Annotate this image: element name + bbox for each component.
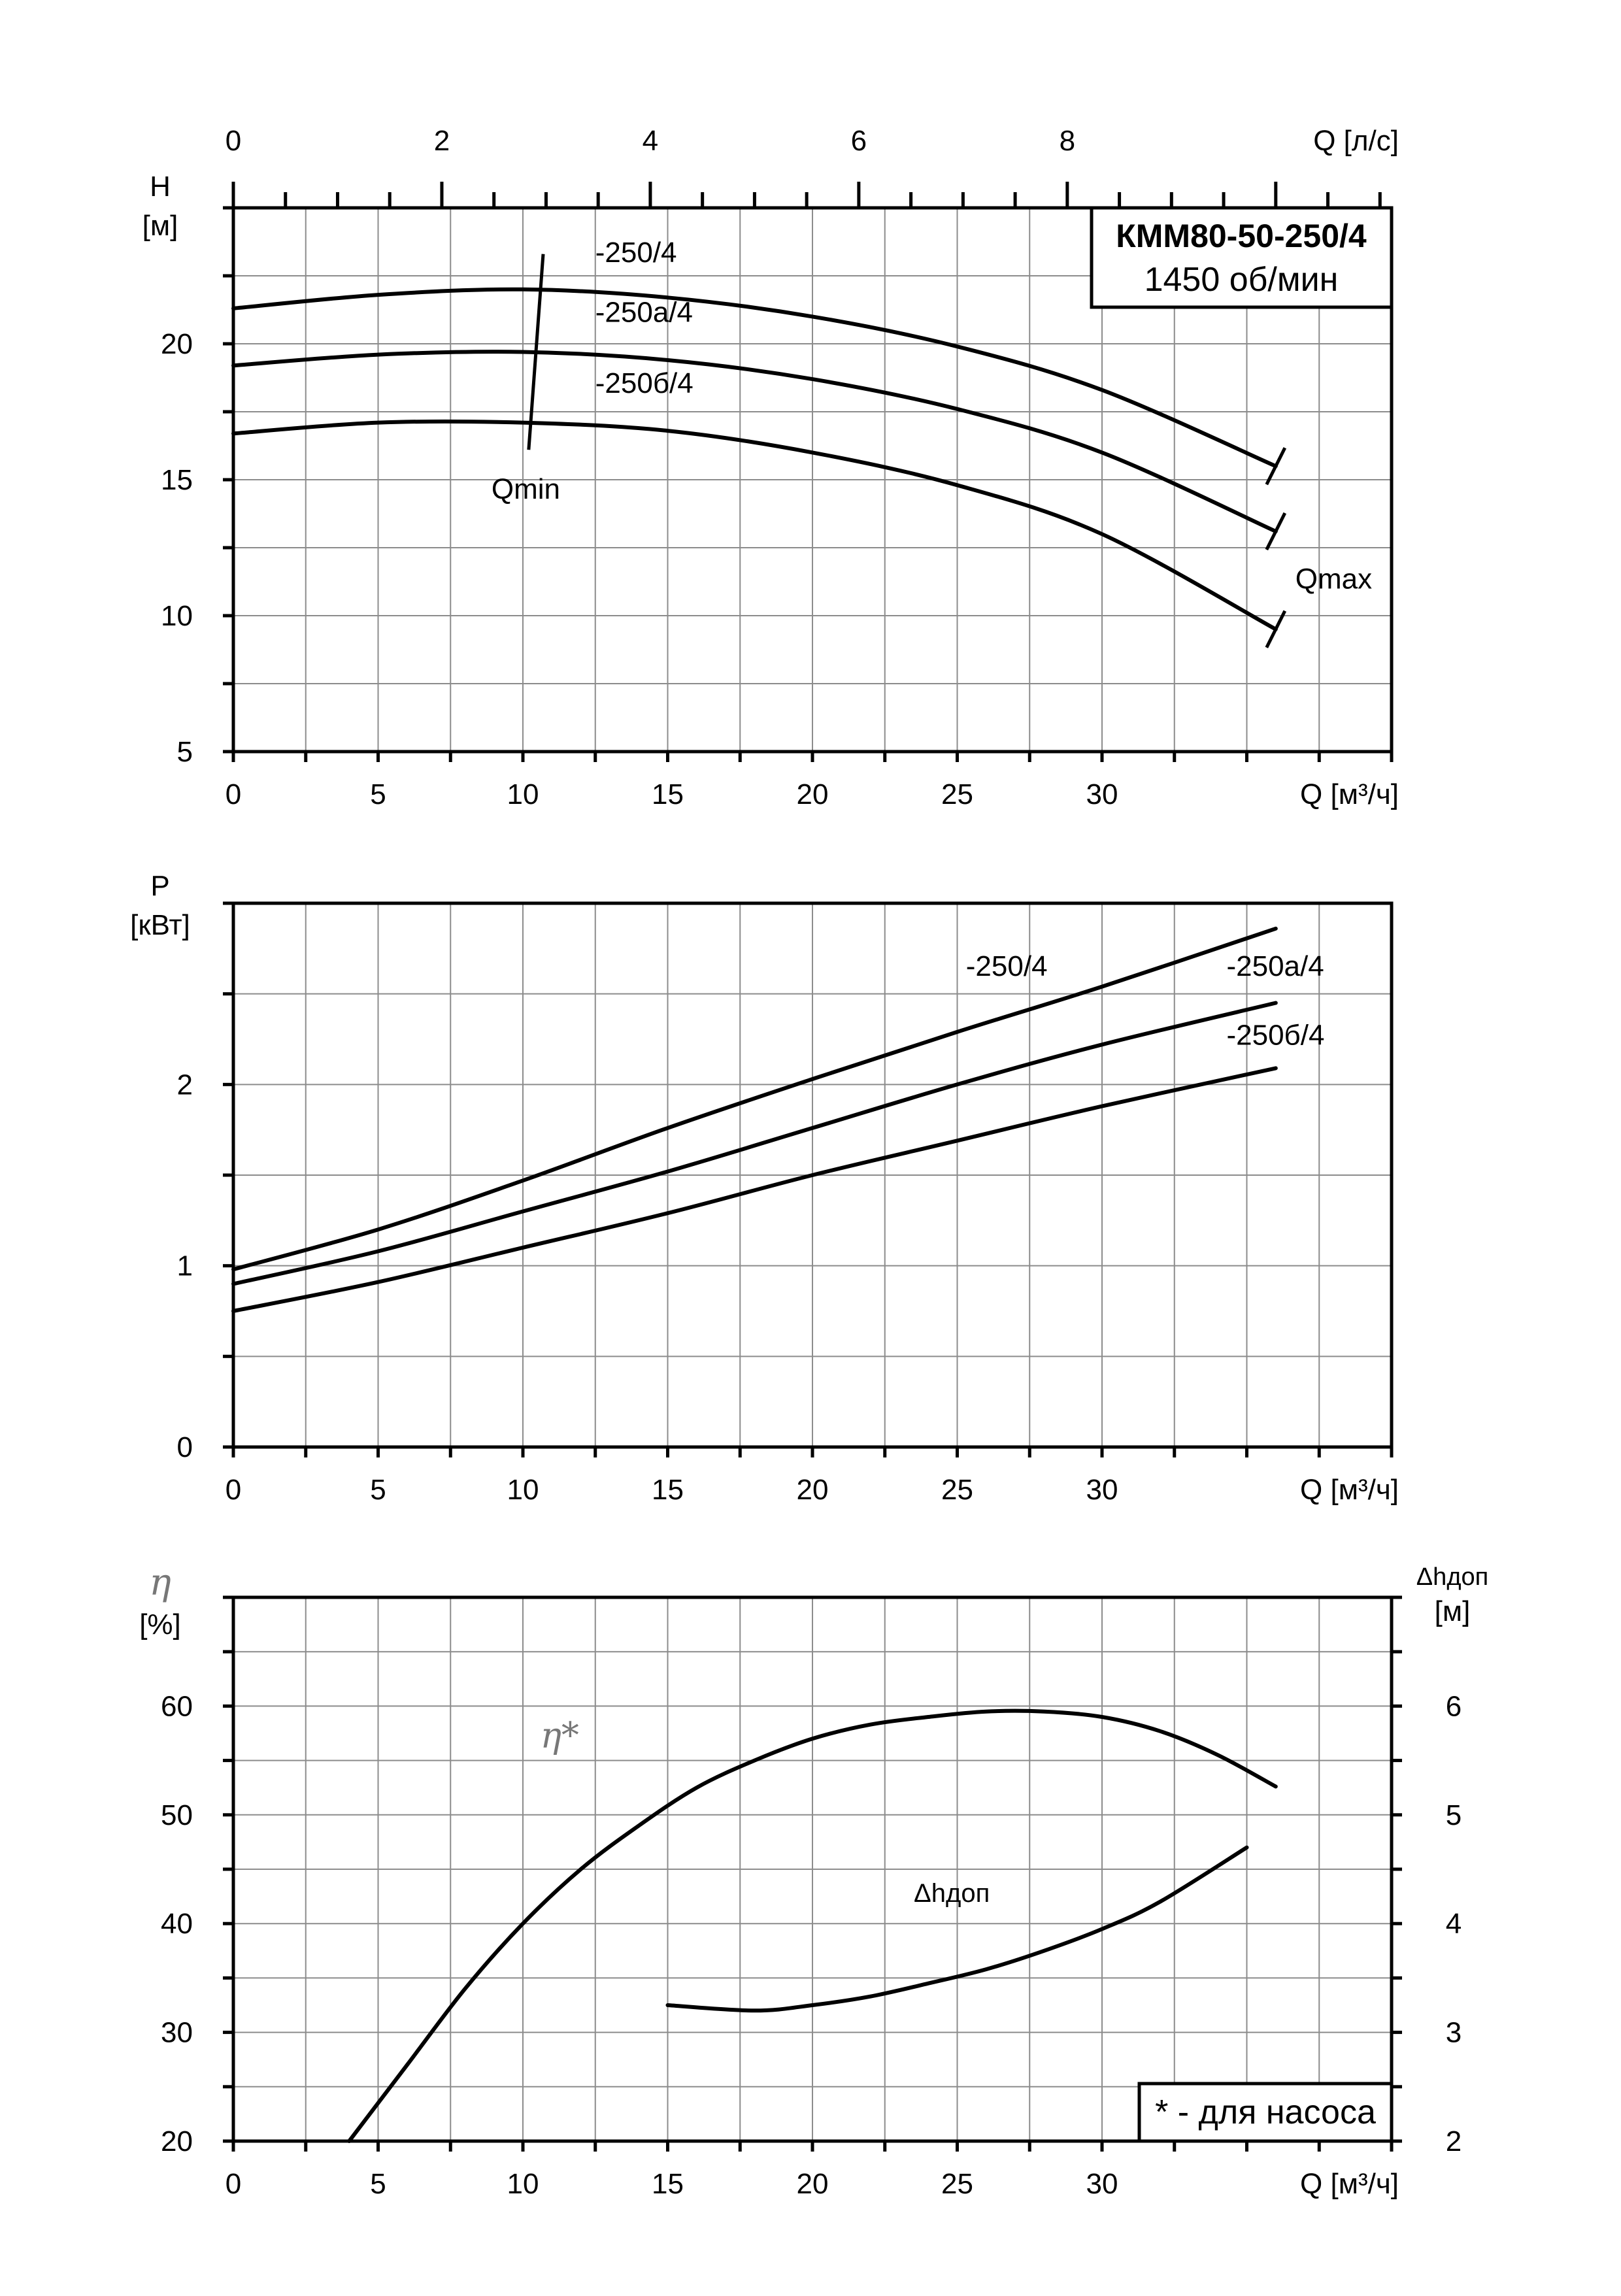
series-line-1-0	[233, 929, 1276, 1269]
x-tick-label: 30	[1086, 1474, 1118, 1506]
qmax-marker	[1267, 611, 1285, 648]
series-line-0-0	[233, 290, 1276, 466]
y-right-tick-label: 2	[1445, 2125, 1462, 2157]
series-label: -250а/4	[595, 296, 693, 329]
x-tick-label: 30	[1086, 778, 1118, 810]
y-right-tick-label: 3	[1445, 2016, 1462, 2049]
series-label: -250а/4	[1226, 950, 1324, 982]
qmin-label: Qmin	[491, 473, 560, 506]
x-tick-label: 10	[507, 2168, 539, 2200]
y-tick-label: 20	[161, 2125, 193, 2157]
top-x-tick-label: 0	[225, 125, 242, 157]
top-x-tick-label: 6	[850, 125, 867, 157]
y-tick-label: 15	[161, 464, 193, 496]
x-tick-label: 10	[507, 778, 539, 810]
series-group-1	[233, 929, 1276, 1311]
x-tick-label: 20	[796, 778, 829, 810]
series-line-0-2	[233, 422, 1276, 629]
x-tick-label: 30	[1086, 2168, 1118, 2200]
series-label: -250б/4	[1226, 1019, 1325, 1052]
x-tick-label: 15	[652, 2168, 684, 2200]
y-axis-label: P	[150, 870, 170, 902]
y-tick-label: 30	[161, 2016, 193, 2049]
top-x-tick-label: 2	[433, 125, 450, 157]
series-line-1-1	[233, 1003, 1276, 1284]
y-tick-label: 60	[161, 1690, 193, 1723]
series-label: -250б/4	[595, 367, 694, 399]
grid-2	[233, 1597, 1392, 2141]
x-axis-label: Q [м³/ч]	[1300, 1474, 1399, 1506]
series-label: η*	[540, 1714, 579, 1756]
x-tick-label: 10	[507, 1474, 539, 1506]
y-axis-unit: [м]	[142, 210, 178, 242]
x-axis-label: Q [м³/ч]	[1300, 2168, 1399, 2200]
qmax-marker	[1267, 448, 1285, 484]
series-line-1-2	[233, 1068, 1276, 1311]
qmax-marker	[1267, 513, 1285, 550]
series-label: Δhдоп	[914, 1878, 990, 1908]
x-tick-label: 0	[225, 2168, 242, 2200]
y-right-tick-label: 4	[1445, 1908, 1462, 1940]
x-tick-label: 5	[370, 778, 386, 810]
y-tick-label: 5	[176, 736, 193, 768]
series-label: -250/4	[595, 237, 677, 269]
y-tick-label: 20	[161, 328, 193, 360]
y-tick-label: 2	[176, 1069, 193, 1101]
x-tick-label: 0	[225, 778, 242, 810]
series-label: -250/4	[965, 950, 1048, 982]
x-tick-label: 20	[796, 1474, 829, 1506]
x-tick-label: 25	[941, 778, 973, 810]
x-tick-label: 5	[370, 2168, 386, 2200]
x-tick-label: 0	[225, 1474, 242, 1506]
y-right-tick-label: 5	[1445, 1799, 1462, 1831]
top-x-tick-label: 4	[642, 125, 659, 157]
note-text: * - для насоса	[1155, 2093, 1376, 2131]
y-axis-unit: [кВт]	[130, 909, 190, 941]
x-tick-label: 20	[796, 2168, 829, 2200]
x-tick-label: 25	[941, 2168, 973, 2200]
x-tick-label: 15	[652, 778, 684, 810]
top-x-tick-label: 8	[1059, 125, 1076, 157]
y-right-axis-unit: [м]	[1434, 1595, 1471, 1627]
y-axis-unit: [%]	[139, 1608, 181, 1640]
y-tick-label: 40	[161, 1908, 193, 1940]
y-right-tick-label: 6	[1445, 1690, 1462, 1723]
top-x-axis-label: Q [л/с]	[1313, 125, 1399, 157]
y-tick-label: 1	[176, 1250, 193, 1282]
model-name: КММ80-50-250/4	[1116, 218, 1367, 254]
y-tick-label: 10	[161, 600, 193, 632]
y-axis-label: η	[149, 1561, 171, 1604]
qmax-label: Qmax	[1295, 563, 1373, 595]
x-axis-label: Q [м³/ч]	[1300, 778, 1399, 810]
model-speed: 1450 об/мин	[1144, 261, 1339, 299]
y-tick-label: 50	[161, 1799, 193, 1831]
y-right-axis-label: Δhдоп	[1416, 1563, 1489, 1591]
x-tick-label: 25	[941, 1474, 973, 1506]
y-axis-label: H	[150, 171, 171, 203]
series-group-0	[233, 290, 1276, 629]
y-tick-label: 0	[176, 1431, 193, 1463]
x-tick-label: 15	[652, 1474, 684, 1506]
x-tick-label: 5	[370, 1474, 386, 1506]
